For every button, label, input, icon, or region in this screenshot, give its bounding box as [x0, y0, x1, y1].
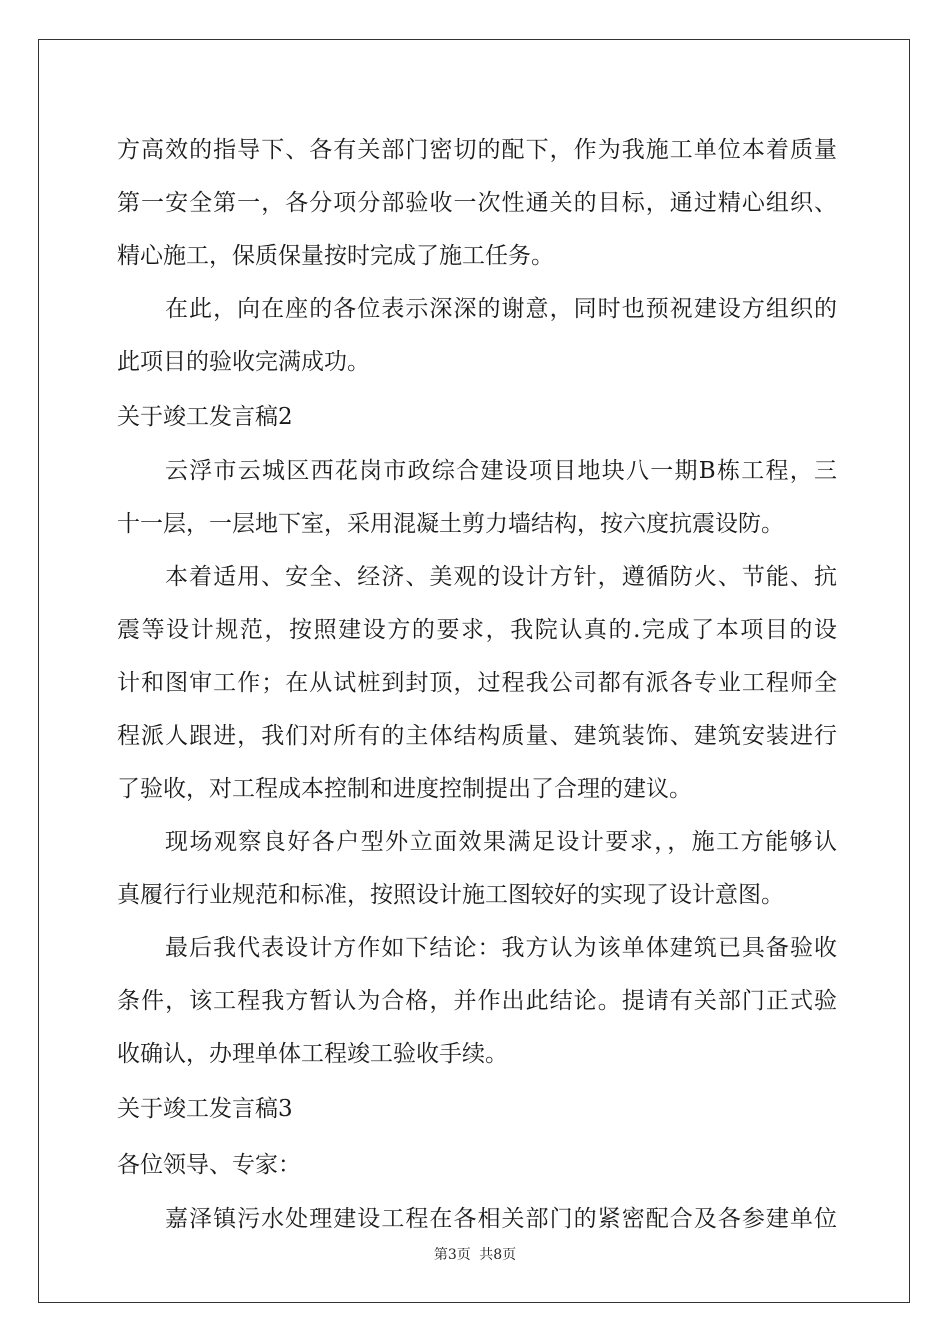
paragraph-line: 现场观察良好各户型外立面效果满足设计要求，，施工方能够认 — [165, 829, 837, 855]
page-total: 共8页 — [479, 1247, 517, 1263]
paragraph-line: 精心施工，保质保量按时完成了施工任务。 — [117, 243, 554, 269]
paragraph-line: 最后我代表设计方作如下结论：我方认为该单体建筑已具备验收 — [165, 935, 837, 961]
section-heading: 关于竣工发言稿3 — [117, 1096, 293, 1122]
paragraph-line: 十一层，一层地下室，采用混凝土剪力墙结构，按六度抗震设防。 — [117, 511, 784, 537]
paragraph-line: 震等设计规范，按照建设方的要求，我院认真的.完成了本项目的设 — [117, 617, 837, 643]
page-footer — [0, 1244, 950, 1264]
page-number: 第3页 — [433, 1247, 471, 1263]
paragraph-line: 云浮市云城区西花岗市政综合建设项目地块八一期B栋工程，三 — [165, 458, 837, 484]
document-body — [117, 124, 837, 1246]
paragraph-line: 了验收，对工程成本控制和进度控制提出了合理的建议。 — [117, 776, 692, 802]
paragraph-line: 程派人跟进，我们对所有的主体结构质量、建筑装饰、建筑安装进行 — [117, 723, 837, 749]
paragraph-line: 条件，该工程我方暂认为合格，并作出此结论。提请有关部门正式验 — [117, 988, 837, 1014]
paragraph-line: 计和图审工作；在从试桩到封顶，过程我公司都有派各专业工程师全 — [117, 670, 837, 696]
paragraph-line: 收确认，办理单体工程竣工验收手续。 — [117, 1041, 508, 1067]
paragraph-line: 本着适用、安全、经济、美观的设计方针，遵循防火、节能、抗 — [165, 564, 837, 590]
paragraph-line: 方高效的指导下、各有关部门密切的配下，作为我施工单位本着质量 — [117, 137, 837, 163]
paragraph-line: 此项目的验收完满成功。 — [117, 349, 370, 375]
paragraph-line: 真履行行业规范和标准，按照设计施工图较好的实现了设计意图。 — [117, 882, 784, 908]
section-heading: 各位领导、专家： — [117, 1152, 301, 1178]
paragraph-line: 第一安全第一，各分项分部验收一次性通关的目标，通过精心组织、 — [117, 190, 837, 216]
paragraph-line: 嘉泽镇污水处理建设工程在各相关部门的紧密配合及各参建单位 — [165, 1206, 837, 1232]
paragraph-line: 在此，向在座的各位表示深深的谢意，同时也预祝建设方组织的 — [165, 296, 837, 322]
section-heading: 关于竣工发言稿2 — [117, 404, 293, 430]
